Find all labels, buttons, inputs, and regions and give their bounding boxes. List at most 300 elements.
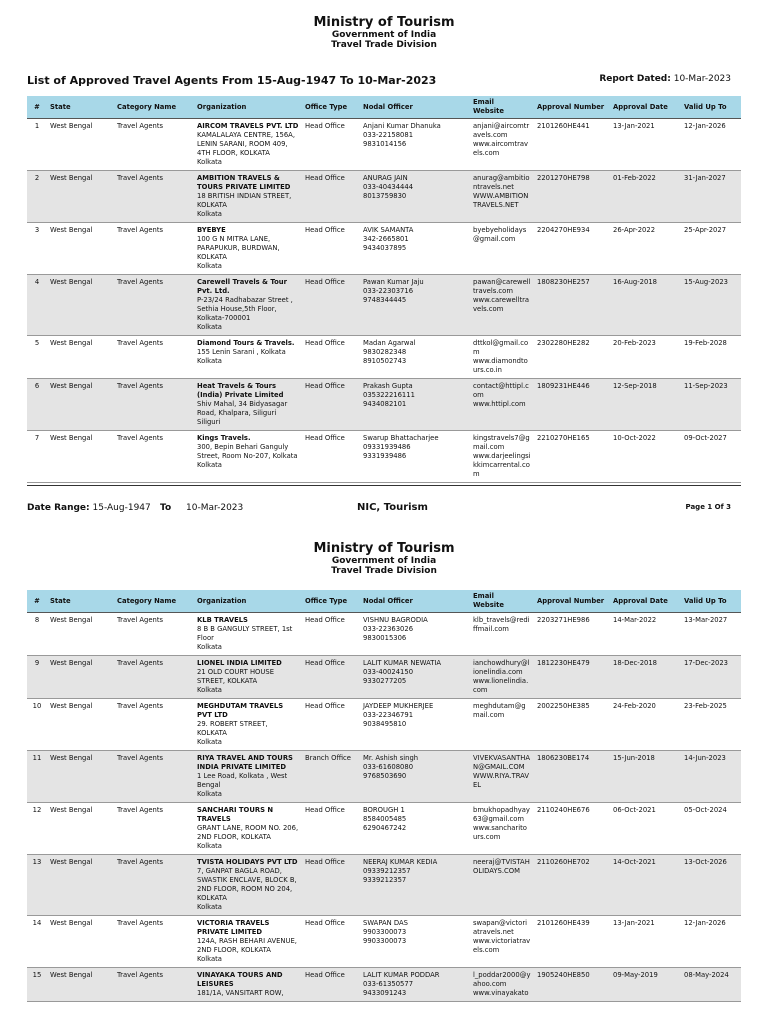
num: 7 (34, 434, 40, 442)
officer: Pawan Kumar Jaju (363, 278, 424, 286)
cell-organization (194, 656, 302, 699)
org-city: Kolkata (197, 903, 222, 911)
phone2: 9330277205 (363, 677, 407, 685)
approval: 1905240HE850 (537, 971, 590, 979)
cell-state (47, 119, 114, 171)
phone1: 033-61608080 (363, 763, 414, 771)
cell-approval-date (610, 968, 681, 1002)
category: Travel Agents (117, 382, 164, 390)
table-row (27, 968, 741, 1002)
cell-approval-number (534, 656, 610, 699)
officer: LALIT KUMAR NEWATIA (363, 659, 441, 667)
cell-email-website (470, 431, 534, 483)
cell-nodal-officer (360, 968, 470, 1002)
cell-nodal-officer (360, 119, 470, 171)
cell-office-type (302, 656, 360, 699)
cell-approval-number (534, 119, 610, 171)
valid: 17-Dec-2023 (684, 659, 729, 667)
num: 15 (32, 971, 42, 979)
org-city: Kolkata (197, 323, 222, 331)
cell-category (114, 699, 194, 751)
approval: 2002250HE385 (537, 702, 590, 710)
cell-category (114, 656, 194, 699)
email: anjani@aircomtravels.com (473, 122, 530, 139)
phone1: 09331939486 (363, 443, 411, 451)
org-city: Kolkata (197, 158, 222, 166)
table-row (27, 223, 741, 275)
approval-date: 16-Aug-2018 (613, 278, 657, 286)
col-valid-up-to: Valid Up To (681, 590, 741, 613)
state: West Bengal (50, 858, 93, 866)
page1-header (0, 0, 768, 50)
table-row (27, 855, 741, 916)
num: 4 (34, 278, 40, 286)
cell-nodal-officer (360, 275, 470, 336)
cell-organization (194, 223, 302, 275)
cell-office-type (302, 916, 360, 968)
date-range: Date Range: 15-Aug-1947 (27, 503, 151, 513)
website: www.aircomtravels.com (473, 140, 529, 157)
cell-state (47, 223, 114, 275)
phone1: 8584005485 (363, 815, 407, 823)
state: West Bengal (50, 616, 93, 624)
officer: BOROUGH 1 (363, 806, 405, 814)
table-body-page2 (27, 613, 741, 1002)
org-name: AMBITION TRAVELS & TOURS PRIVATE LIMITED (197, 174, 291, 191)
phone2: 9768503690 (363, 772, 407, 780)
org-city: Kolkata (197, 790, 222, 798)
state: West Bengal (50, 226, 93, 234)
org-address: 21 OLD COURT HOUSE STREET, KOLKATA (197, 668, 274, 685)
approval: 1806230BE174 (537, 754, 590, 762)
cell-category (114, 613, 194, 656)
cell-organization (194, 916, 302, 968)
valid: 12-Jan-2026 (684, 919, 726, 927)
office: Head Office (305, 971, 345, 979)
col-office-type: Office Type (302, 96, 360, 119)
cell-approval-number (534, 275, 610, 336)
office: Head Office (305, 919, 345, 927)
state: West Bengal (50, 339, 93, 347)
office: Head Office (305, 122, 345, 130)
org-name: Kings Travels. (197, 434, 251, 442)
cell-approval-number (534, 699, 610, 751)
officer: Swarup Bhattacharjee (363, 434, 439, 442)
officer: NEERAJ KUMAR KEDIA (363, 858, 438, 866)
email: ianchowdhury@lionelindia.com (473, 659, 530, 676)
cell-email-website (470, 275, 534, 336)
category: Travel Agents (117, 278, 164, 286)
cell-email-website (470, 223, 534, 275)
office: Head Office (305, 382, 345, 390)
date-to: 10-Mar-2023 (186, 503, 244, 513)
phone2: 9339212357 (363, 876, 407, 884)
page2-header (0, 541, 768, 576)
state: West Bengal (50, 702, 93, 710)
num: 3 (34, 226, 40, 234)
category: Travel Agents (117, 702, 164, 710)
org-name: SANCHARI TOURS N TRAVELS (197, 806, 274, 823)
state: West Bengal (50, 971, 93, 979)
cell-valid-up-to (681, 119, 741, 171)
cell-valid-up-to (681, 171, 741, 223)
approval: 2203271HE986 (537, 616, 590, 624)
cell-email-website (470, 656, 534, 699)
phone1: 033-22363026 (363, 625, 414, 633)
state: West Bengal (50, 659, 93, 667)
valid: 23-Feb-2025 (684, 702, 727, 710)
cell-category (114, 916, 194, 968)
officer: JAYDEEP MUKHERJEE (363, 702, 434, 710)
cell-nodal-officer (360, 379, 470, 431)
cell-category (114, 171, 194, 223)
page1-footer (0, 499, 768, 519)
cell-nodal-officer (360, 223, 470, 275)
cell-category (114, 275, 194, 336)
org-name: Diamond Tours & Travels. (197, 339, 295, 347)
cell-num (27, 751, 47, 803)
approval: 2101260HE439 (537, 919, 590, 927)
cell-office-type (302, 699, 360, 751)
cell-approval-date (610, 431, 681, 483)
org-address: Shiv Mahal, 34 Bidyasagar Road, Khalpara, Siliguri (197, 400, 288, 417)
state: West Bengal (50, 382, 93, 390)
category: Travel Agents (117, 806, 164, 814)
officer: Madan Agarwal (363, 339, 416, 347)
org-address: P-23/24 Radhabazar Street , Sethia House,5th Floor, Kolkata-700001 (197, 296, 293, 322)
phone2: 9434037895 (363, 244, 407, 252)
cell-email-website (470, 751, 534, 803)
phone2: 9830015306 (363, 634, 407, 642)
cell-email-website (470, 336, 534, 379)
table-row (27, 379, 741, 431)
category: Travel Agents (117, 434, 164, 442)
cell-state (47, 171, 114, 223)
cell-organization (194, 171, 302, 223)
cell-category (114, 223, 194, 275)
cell-valid-up-to (681, 699, 741, 751)
org-address: 300, Bepin Behari Ganguly Street, Room No-207, Kolkata (197, 443, 298, 460)
approval-date: 20-Feb-2023 (613, 339, 656, 347)
cell-organization (194, 803, 302, 855)
page-number: Page 1 Of 3 (685, 503, 731, 511)
state: West Bengal (50, 806, 93, 814)
col-state: State (47, 96, 114, 119)
cell-office-type (302, 431, 360, 483)
cell-valid-up-to (681, 968, 741, 1002)
cell-valid-up-to (681, 916, 741, 968)
approval: 1812230HE479 (537, 659, 590, 667)
division-subtitle: Travel Trade Division (331, 40, 437, 50)
email: byebyeholidays@gmail.com (473, 226, 527, 243)
table-row (27, 613, 741, 656)
cell-valid-up-to (681, 803, 741, 855)
approval: 1809231HE446 (537, 382, 590, 390)
approval-date: 18-Dec-2018 (613, 659, 658, 667)
cell-office-type (302, 751, 360, 803)
phone1: 9903300073 (363, 928, 407, 936)
cell-approval-number (534, 916, 610, 968)
phone2: 6290467242 (363, 824, 407, 832)
office: Head Office (305, 434, 345, 442)
cell-email-website (470, 968, 534, 1002)
office: Head Office (305, 806, 345, 814)
cell-approval-number (534, 223, 610, 275)
cell-nodal-officer (360, 855, 470, 916)
cell-category (114, 119, 194, 171)
website: www.diamondtours.co.in (473, 357, 528, 374)
org-city: Kolkata (197, 262, 222, 270)
category: Travel Agents (117, 754, 164, 762)
cell-office-type (302, 855, 360, 916)
officer: LALIT KUMAR PODDAR (363, 971, 440, 979)
cell-approval-number (534, 751, 610, 803)
num: 5 (34, 339, 40, 347)
email: meghdutam@gmail.com (473, 702, 526, 719)
table-row (27, 431, 741, 483)
phone1: 033-40434444 (363, 183, 414, 191)
cell-state (47, 968, 114, 1002)
cell-email-website (470, 803, 534, 855)
org-address: 181/1A, VANSITART ROW, (197, 989, 284, 997)
cell-organization (194, 613, 302, 656)
org-name: TVISTA HOLIDAYS PVT LTD (197, 858, 298, 866)
valid: 12-Jan-2026 (684, 122, 726, 130)
org-city: Kolkata (197, 842, 222, 850)
org-city: Kolkata (197, 357, 222, 365)
state: West Bengal (50, 122, 93, 130)
cell-organization (194, 699, 302, 751)
num: 14 (32, 919, 42, 927)
category: Travel Agents (117, 339, 164, 347)
col-office-type: Office Type (302, 590, 360, 613)
num: 9 (34, 659, 40, 667)
cell-approval-date (610, 336, 681, 379)
org-address: 124A, RASH BEHARI AVENUE, 2ND FLOOR, KOLKATA (197, 937, 297, 954)
phone2: 9038495810 (363, 720, 407, 728)
office: Head Office (305, 858, 345, 866)
col-valid-up-to: Valid Up To (681, 96, 741, 119)
website: www.sancharitours.com (473, 824, 527, 841)
cell-valid-up-to (681, 431, 741, 483)
cell-num (27, 275, 47, 336)
org-name: AIRCOM TRAVELS PVT. LTD (197, 122, 299, 130)
cell-office-type (302, 171, 360, 223)
org-city: Kolkata (197, 686, 222, 694)
cell-approval-date (610, 699, 681, 751)
cell-office-type (302, 968, 360, 1002)
table-header (27, 590, 741, 613)
cell-valid-up-to (681, 336, 741, 379)
officer: VISHNU BAGRODIA (363, 616, 428, 624)
cell-num (27, 223, 47, 275)
report-dated-value: 10-Mar-2023 (673, 74, 731, 84)
approval: 2110240HE676 (537, 806, 590, 814)
num: 6 (34, 382, 40, 390)
phone2: 9831014156 (363, 140, 407, 148)
phone2: 9433091243 (363, 989, 407, 997)
cell-nodal-officer (360, 699, 470, 751)
cell-category (114, 431, 194, 483)
org-name: MEGHDUTAM TRAVELS PVT LTD (197, 702, 284, 719)
cell-nodal-officer (360, 803, 470, 855)
cell-valid-up-to (681, 379, 741, 431)
org-name: LIONEL INDIA LIMITED (197, 659, 282, 667)
email: neeraj@TVISTAHOLIDAYS.COM (473, 858, 530, 875)
cell-state (47, 431, 114, 483)
table-header (27, 96, 741, 119)
org-city: Siliguri (197, 418, 221, 426)
cell-valid-up-to (681, 223, 741, 275)
cell-organization (194, 968, 302, 1002)
approval-date: 24-Feb-2020 (613, 702, 656, 710)
approval: 2101260HE441 (537, 122, 590, 130)
cell-organization (194, 119, 302, 171)
phone2: 9748344445 (363, 296, 407, 304)
cell-valid-up-to (681, 855, 741, 916)
num: 11 (32, 754, 42, 762)
cell-num (27, 431, 47, 483)
footer-center: NIC, Tourism (357, 502, 428, 513)
cell-office-type (302, 119, 360, 171)
approval: 2201270HE798 (537, 174, 590, 182)
office: Head Office (305, 226, 345, 234)
category: Travel Agents (117, 174, 164, 182)
email: klb_travels@rediffmail.com (473, 616, 530, 633)
phone1: 033-61350577 (363, 980, 414, 988)
cell-valid-up-to (681, 275, 741, 336)
approval-date: 01-Feb-2022 (613, 174, 656, 182)
cell-office-type (302, 336, 360, 379)
phone2: 8910502743 (363, 357, 407, 365)
approval-date: 12-Sep-2018 (613, 382, 657, 390)
valid: 19-Feb-2028 (684, 339, 727, 347)
office: Head Office (305, 339, 345, 347)
cell-state (47, 916, 114, 968)
num: 13 (32, 858, 42, 866)
cell-email-website (470, 119, 534, 171)
cell-num (27, 379, 47, 431)
cell-num (27, 968, 47, 1002)
cell-office-type (302, 613, 360, 656)
cell-nodal-officer (360, 336, 470, 379)
cell-email-website (470, 379, 534, 431)
email: pawan@carewelltravels.com (473, 278, 531, 295)
num: 12 (32, 806, 42, 814)
num: 10 (32, 702, 42, 710)
cell-organization (194, 751, 302, 803)
col-category: Category Name (114, 96, 194, 119)
approval: 2204270HE934 (537, 226, 590, 234)
phone1: 033-40024150 (363, 668, 414, 676)
col-category: Category Name (114, 590, 194, 613)
cell-approval-number (534, 171, 610, 223)
org-name: VICTORIA TRAVELS PRIVATE LIMITED (197, 919, 270, 936)
valid: 08-May-2024 (684, 971, 729, 979)
state: West Bengal (50, 919, 93, 927)
col-email-website: Email Website (470, 590, 534, 613)
office: Head Office (305, 278, 345, 286)
cell-valid-up-to (681, 613, 741, 656)
cell-state (47, 275, 114, 336)
cell-num (27, 855, 47, 916)
cell-nodal-officer (360, 431, 470, 483)
org-city: Kolkata (197, 210, 222, 218)
cell-office-type (302, 275, 360, 336)
category: Travel Agents (117, 971, 164, 979)
category: Travel Agents (117, 122, 164, 130)
table-row (27, 699, 741, 751)
office: Head Office (305, 174, 345, 182)
org-name: KLB TRAVELS (197, 616, 248, 624)
approval: 2110260HE702 (537, 858, 590, 866)
org-name: Heat Travels & Tours (India) Private Limited (197, 382, 284, 399)
cell-approval-date (610, 803, 681, 855)
phone1: 033-22303716 (363, 287, 414, 295)
cell-category (114, 336, 194, 379)
email: VIVEKVASANTHAN@GMAIL.COM (473, 754, 531, 771)
cell-category (114, 751, 194, 803)
email: contact@httipl.com (473, 382, 529, 399)
email: l_poddar2000@yahoo.com (473, 971, 531, 988)
cell-office-type (302, 803, 360, 855)
ministry-title: Ministry of Tourism (313, 15, 455, 30)
cell-approval-number (534, 968, 610, 1002)
org-name: Carewell Travels & Tour Pvt. Ltd. (197, 278, 287, 295)
table-row (27, 275, 741, 336)
cell-category (114, 379, 194, 431)
website: www.darjeelingsikkimcarrental.com (473, 452, 531, 478)
approval-date: 14-Mar-2022 (613, 616, 657, 624)
phone1: 035322216111 (363, 391, 415, 399)
cell-approval-number (534, 431, 610, 483)
table-row (27, 751, 741, 803)
col-organization: Organization (194, 590, 302, 613)
to-label: To (160, 503, 172, 513)
cell-nodal-officer (360, 656, 470, 699)
cell-organization (194, 855, 302, 916)
agents-table-page1 (27, 96, 741, 483)
agents-table-page2 (27, 590, 741, 1002)
col-approval-date: Approval Date (610, 590, 681, 613)
officer: SWAPAN DAS (363, 919, 408, 927)
email: kingstravels7@gmail.com (473, 434, 530, 451)
officer: AVIK SAMANTA (363, 226, 414, 234)
table-row (27, 171, 741, 223)
valid: 05-Oct-2024 (684, 806, 727, 814)
approval: 1808230HE257 (537, 278, 590, 286)
phone2: 9903300073 (363, 937, 407, 945)
phone1: 033-22158081 (363, 131, 414, 139)
approval-date: 13-Jan-2021 (613, 122, 655, 130)
category: Travel Agents (117, 659, 164, 667)
officer: ANURAG JAIN (363, 174, 408, 182)
cell-approval-date (610, 855, 681, 916)
cell-approval-number (534, 803, 610, 855)
phone1: 9830282348 (363, 348, 407, 356)
cell-approval-date (610, 119, 681, 171)
footer-rule (27, 485, 741, 486)
org-address: KAMALALAYA CENTRE, 156A, LENIN SARANI, ROOM 409, 4TH FLOOR, KOLKATA (197, 131, 295, 157)
col-num: # (27, 590, 47, 613)
org-city: Kolkata (197, 738, 222, 746)
phone1: 342-2665801 (363, 235, 409, 243)
approval-date: 09-May-2019 (613, 971, 658, 979)
org-name: BYEBYE (197, 226, 226, 234)
org-address: 18 BRITISH INDIAN STREET, KOLKATA (197, 192, 292, 209)
list-title: List of Approved Travel Agents From 15-Aug-1947 To 10-Mar-2023 (27, 74, 437, 87)
officer: Anjani Kumar Dhanuka (363, 122, 441, 130)
